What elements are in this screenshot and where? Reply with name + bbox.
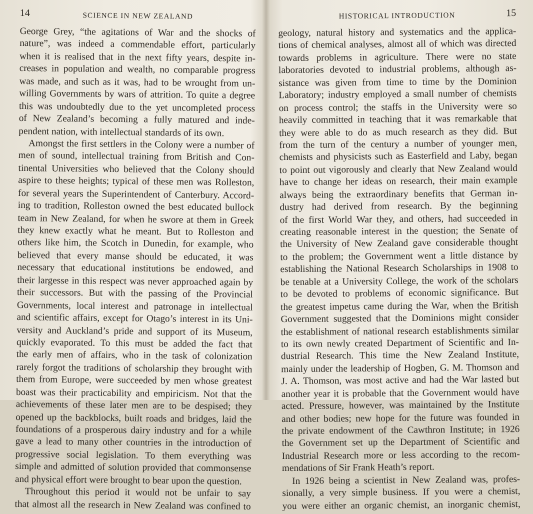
text-line: simple and admitted of solution provided that commonsense (15, 461, 252, 475)
text-line: tions of chemical analyses, almost all of which was directed (278, 38, 517, 52)
text-line: the early men of affairs, who in the task of colonization (16, 349, 253, 363)
text-line: quickly evaporated. To this must be added the fact that (16, 336, 253, 351)
text-line: on process control; the staffs in the University were so (278, 100, 517, 114)
text-line: the establishment of national research establishments similar (280, 324, 519, 338)
text-line: achievements of these later men are to be despised; they (15, 399, 252, 413)
text-line: the private endowment of the Cawthron Institute; in 1926 (281, 423, 520, 438)
text-line: when it is realised that in the next fifty years, despite in- (19, 50, 256, 65)
text-line: Industrial Research more or less according to the recom- (281, 448, 520, 462)
text-line: pendent nation, with intellectual standards of its own. (18, 125, 225, 139)
right-page-header (278, 8, 516, 24)
text-line: another year it is probable that the Government would have (281, 386, 520, 400)
text-line: their largesse in this respect was never approached again by (17, 274, 254, 289)
left-page-number: 14 (19, 8, 30, 20)
text-line: their successors. But with the passing of the Provincial (16, 287, 254, 301)
left-page (15, 8, 256, 514)
text-line: dustry had derived from research. By the beginning (279, 200, 518, 214)
text-line: sionally, a very simple business. If you were a chemist, (282, 486, 521, 500)
text-line: George Grey, “the agitations of War and the shocks of (19, 25, 256, 40)
text-line: tinental Universities who believed that the Colony should (18, 162, 255, 177)
text-line: sistance was given from time to time by the Dominion (278, 75, 517, 89)
text-line: and physical effort were brought to bear upon the question. (15, 473, 242, 488)
text-line: Laboratory; industry employed a small number of chemists (278, 88, 517, 102)
text-line: necessary that educational institutions be endowed, and (17, 262, 254, 276)
text-line: opened up the backblocks, built roads and bridges, laid the (15, 411, 252, 426)
text-line: they were able to do as much research as they did. But (279, 125, 518, 139)
left-page-body (15, 26, 256, 514)
text-line: foundations of a prosperous dairy industry and for a while (15, 423, 252, 438)
text-line: establishing the National Research Scholarships in 1908 to (280, 262, 519, 276)
text-line: Throughout this period it would not be unfair to say (24, 486, 251, 500)
text-line: team in New Zealand, for when he swore at them in Greek (17, 212, 254, 227)
text-line: have to change her ideas on research, their main example (279, 175, 518, 189)
text-line: for several years the Superintendent of Canterbury. Accord- (18, 187, 255, 202)
text-line: and other bodies; new hope for the future was founded in (281, 411, 520, 425)
text-line: laboratories devoted to industrial problems, although as- (278, 63, 517, 77)
text-line: J. A. Thomson, was most active and had the War lasted but (281, 374, 520, 388)
text-line: heavily committed in teaching that it was remarkable that (278, 113, 518, 127)
text-line: that almost all the research in New Zealand was confined to (14, 498, 251, 513)
text-line: was made, and such as it was, had to be wrought from un- (19, 75, 256, 90)
text-line: nature”, was indeed a commendable effort, particularly (19, 38, 256, 52)
text-line: be tenable at a University College, the work of the scholars (280, 274, 519, 288)
text-line: gave a lead to many other countries in the introduction of (15, 436, 252, 450)
text-line: mendations of Sir Frank Heath’s report. (281, 462, 435, 475)
text-line: Government suggested that the Dominions might consider (280, 312, 519, 326)
text-line: acted. Pressure, however, was maintained by the Institute (281, 399, 520, 413)
right-page-number: 15 (506, 8, 517, 20)
text-line: believed that every manse should be educated, it was (17, 249, 254, 264)
text-line: willing Governments by wars of attrition. To quite a degree (19, 88, 256, 102)
text-line: versity and Auckland’s pride and support of its Museum, (16, 324, 253, 338)
text-line: they knew exactly what he meant. But to Rolleston and (17, 224, 254, 239)
text-line: chemists and physicists such as Easterfield and Laby, began (279, 150, 518, 164)
text-line: ing to tradition, Rolleston owned the best educated bullock (17, 200, 254, 214)
text-line: mainly under the leadership of Hogben, G. M. Thomson and (281, 361, 520, 375)
left-running-head: SCIENCE IN NEW ZEALAND (82, 10, 194, 21)
right-page-body (278, 26, 520, 513)
text-line: them from Europe, were succeeded by men whose greatest (16, 374, 253, 388)
text-line: the University of New Zealand gave considerable thought (280, 237, 519, 251)
text-line: towards problems in agriculture. There were no state (278, 50, 517, 64)
text-line: creases in population and wealth, no comparable progress (19, 63, 256, 77)
text-line: the Government set up the Department of Scientific and (281, 436, 520, 450)
text-line: Amongst the first settlers in the Colony were a number of (28, 138, 255, 152)
text-line: dustrial Research. This time the New Zealand Institute, (280, 349, 520, 363)
right-running-head: HISTORICAL INTRODUCTION (338, 10, 456, 21)
text-line: boast was their practicability and empiricism. Not that the (15, 386, 253, 401)
text-line: Governments, local interest and patronage in intellectual (16, 299, 253, 314)
text-line: of New Zealand’s becoming a fully matured and inde- (18, 113, 255, 127)
text-line: you were either an organic chemist, an inorganic chemist, (282, 498, 521, 512)
right-page (278, 8, 520, 513)
text-line: rarely forgot the traditions of scholarship they brought with (16, 361, 253, 376)
text-line: In 1926 being a scientist in New Zealand was, profes- (292, 473, 521, 487)
text-line: and scientific affairs, except for Otago’s interest in its Uni- (16, 312, 253, 326)
text-line: to its own newly created Department of Scientific and In- (280, 336, 519, 351)
text-line: the greatest impetus came during the War, when the British (280, 299, 519, 313)
text-line: others like him, the Scotch in Dunedin, for example, who (17, 237, 254, 251)
text-line: to the problem; the Government went a little distance by (280, 249, 519, 263)
text-line: of the first World War they, and others, had succeeded in (279, 212, 518, 226)
text-line: progressive social legislation. To them everything was (15, 448, 252, 463)
text-line: geology, natural history and systematics and the applica- (278, 25, 517, 40)
left-page-header (20, 8, 256, 24)
text-line: always being the extraordinary benefits that German in- (279, 187, 518, 201)
text-line: men of sound, intellectual training from British and Con- (18, 150, 255, 164)
text-line: aspire to these heights; typical of these men was Rolleston, (18, 175, 255, 189)
text-line: creating reasonable interest in the question; the Senate of (279, 224, 518, 239)
text-line: this was undoubtedly due to the yet uncompleted process (18, 100, 256, 115)
text-line: to point out vigorously and clearly that New Zealand would (279, 162, 518, 176)
text-line: from the turn of the century a number of younger men, (279, 137, 518, 152)
text-line: to be devoted to problems of economic significance. But (280, 287, 519, 301)
book-gutter (262, 0, 270, 400)
